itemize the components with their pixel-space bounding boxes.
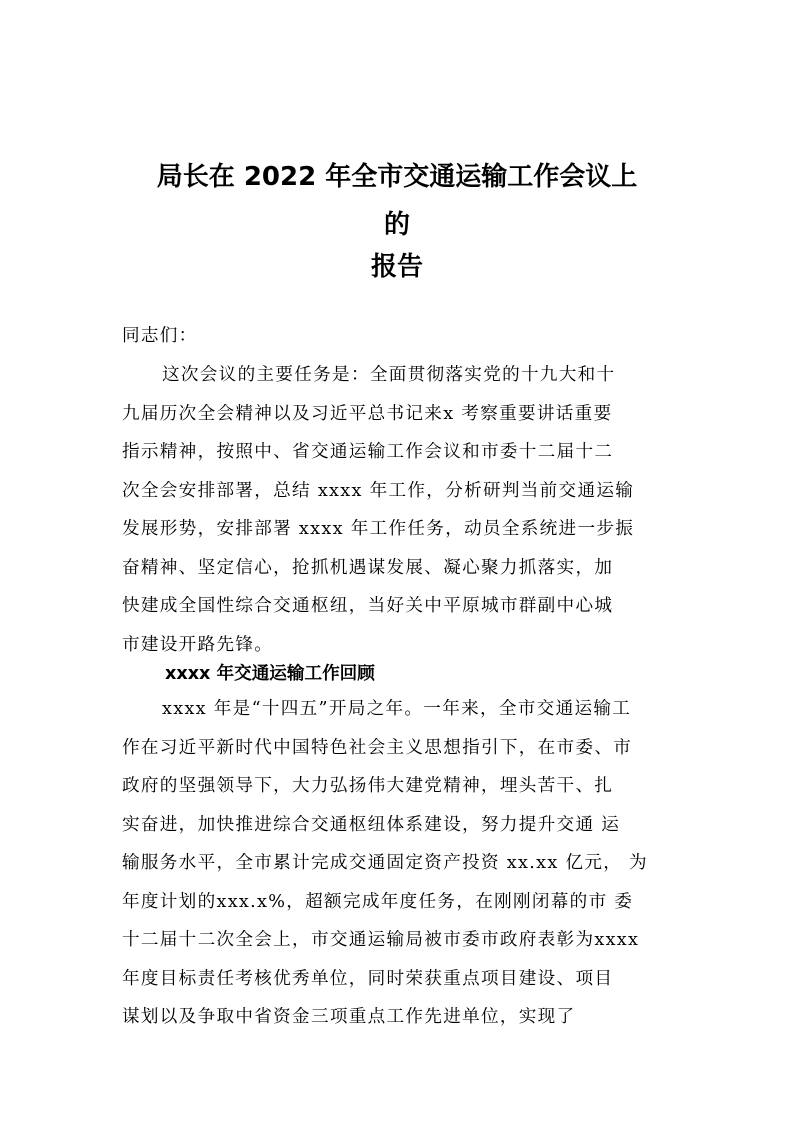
salutation-text: 同志们： <box>122 326 198 346</box>
paragraph-review <box>122 690 684 1037</box>
paragraph-line: 九届历次全会精神以及习近平总书记来x 考察重要讲话重要 <box>122 403 613 424</box>
paragraph-line: 政府的坚强领导下，大力弘扬伟大建党精神，埋头苦干、扎 <box>122 776 614 796</box>
paragraph-line: 市建设开路先锋。 <box>122 634 274 655</box>
paragraph-line: 年度计划的xxx.x%，超额完成年度任务，在刚刚闭幕的市 委 <box>122 891 634 912</box>
paragraph-line: 输服务水平，全市累计完成交通固定资产投资 xx.xx 亿元， 为 <box>122 853 648 873</box>
paragraph-line: 年度目标责任考核优秀单位，同时荣获重点项目建设、项目 <box>122 968 614 989</box>
salutation <box>122 317 684 356</box>
paragraph-line: 实奋进，加快推进综合交通枢纽体系建设，努力提升交通 运 <box>122 814 621 835</box>
paragraph-line: 发展形势，安排部署 xxxx 年工作任务，动员全系统进一步振 <box>122 519 635 539</box>
report-title-line-3: 报告 <box>370 252 423 282</box>
paragraph-line: 快建成全国性综合交通枢纽，当好关中平原城市群副中心城 <box>122 596 614 616</box>
report-title-line-2: 的 <box>383 210 410 240</box>
paragraph-line: 次全会安排部署，总结 xxxx 年工作，分析研判当前交通运输 <box>122 480 635 501</box>
paragraph-line: 作在习近平新时代中国特色社会主义思想指引下，在市委、市 <box>122 737 633 758</box>
paragraph-intro <box>122 356 684 664</box>
paragraph-line: 谋划以及争取中省资金三项重点工作先进单位，实现了 <box>122 1007 576 1027</box>
section-heading: xxxx 年交通运输工作回顾 <box>165 664 375 684</box>
paragraph-line: 这次会议的主要任务是：全面贯彻落实党的十九大和十 <box>162 365 616 385</box>
paragraph-line: 指示精神，按照中、省交通运输工作会议和市委十二届十二 <box>122 442 614 462</box>
paragraph-line: 奋精神、坚定信心，抢抓机遇谋发展、凝心聚力抓落实，加 <box>122 557 614 578</box>
paragraph-line: xxxx 年是“十四五”开局之年。一年来，全市交通运输工 <box>162 699 632 719</box>
paragraph-line: 十二届十二次全会上，市交通运输局被市委市政府表彰为xxxx <box>122 930 640 950</box>
report-title-line-1: 局长在 2022 年全市交通运输工作会议上 <box>156 162 638 192</box>
